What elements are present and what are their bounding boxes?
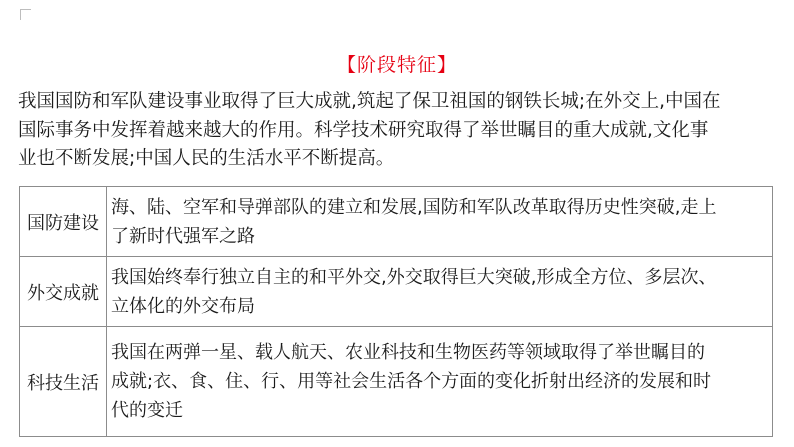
description-line: 了新时代强军之路 xyxy=(111,225,255,247)
description-line: 成就;衣、食、住、行、用等社会生活各个方面的变化折射出经济的发展和时 xyxy=(111,371,712,392)
row-description xyxy=(107,327,773,437)
intro-line: 业也不断发展;中国人民的生活水平不断提高。 xyxy=(18,148,395,169)
description-line: 海、陆、空军和导弹部队的建立和发展,国防和军队改革取得历史性突破,走上 xyxy=(111,196,717,218)
stage-features-table xyxy=(19,186,773,437)
row-description xyxy=(107,257,773,327)
section-title: 【阶段特征】 xyxy=(336,54,457,76)
table-row-diplomacy xyxy=(20,257,773,327)
description-line: 我国在两弹一星、载人航天、农业科技和生物医药等领域取得了举世瞩目的 xyxy=(111,342,705,363)
row-label: 外交成就 xyxy=(20,257,107,327)
row-description xyxy=(107,187,773,257)
corner-mark xyxy=(20,9,31,20)
table-row-tech-life xyxy=(20,327,773,437)
intro-line: 我国国防和军队建设事业取得了巨大成就,筑起了保卫祖国的钢铁长城;在外交上,中国在 xyxy=(18,91,721,112)
description-line: 代的变迁 xyxy=(111,400,183,421)
description-line: 立体化的外交布局 xyxy=(111,295,255,317)
intro-line: 国际事务中发挥着越来越大的作用。科学技术研究取得了举世瞩目的重大成就,文化事 xyxy=(18,119,709,141)
description-line: 我国始终奉行独立自主的和平外交,外交取得巨大突破,形成全方位、多层次、 xyxy=(111,266,717,288)
table-row-defense xyxy=(20,187,773,257)
row-label: 国防建设 xyxy=(20,187,107,257)
row-label: 科技生活 xyxy=(20,327,107,437)
intro-paragraph xyxy=(18,88,778,174)
